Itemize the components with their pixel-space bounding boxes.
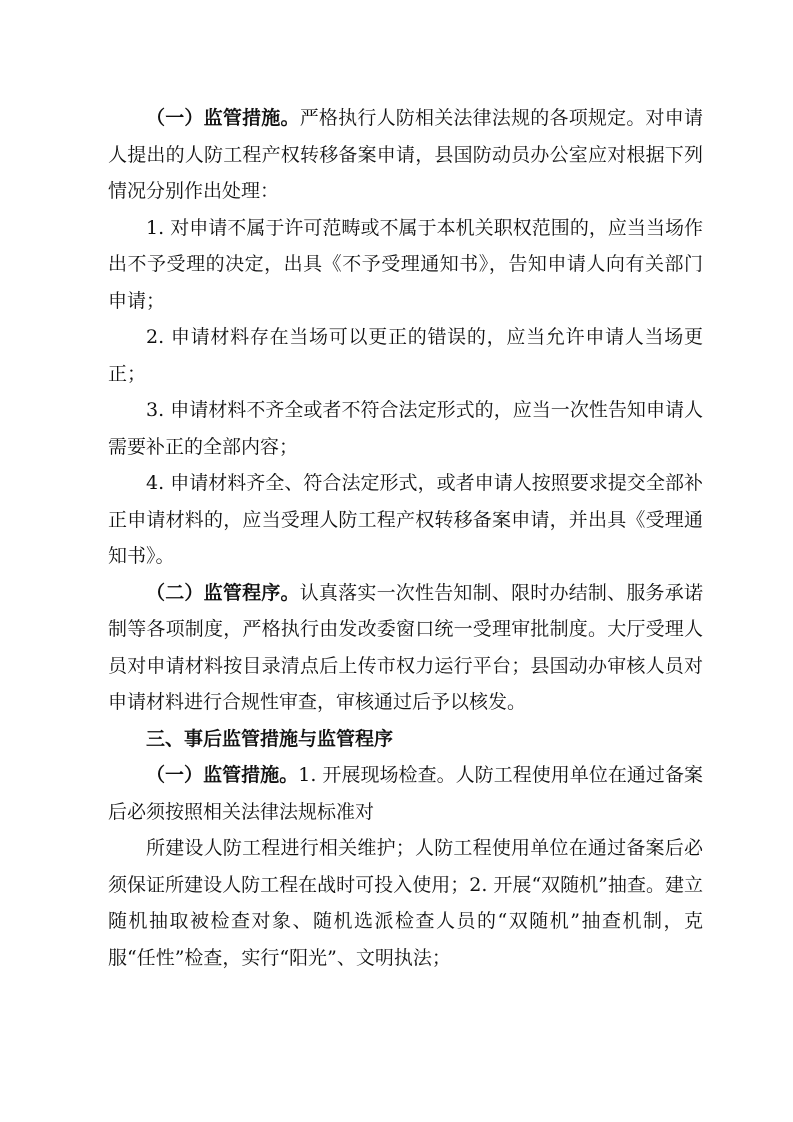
list-item-2: 2. 申请材料存在当场可以更正的错误的，应当允许申请人当场更正； — [108, 326, 703, 385]
list-item-4: 4. 申请材料齐全、符合法定形式，或者申请人按照要求提交全部补正申请材料的，应当受理人防工程产权转移备案申请，并出具《受理通知书》。 — [108, 472, 703, 567]
section-lead: （二）监管程序。 — [146, 581, 300, 604]
paragraph-text: 认真落实一次性告知制、限时办结制、服务承诺制等各项制度，严格执行由发改委窗口统一受理审批制度。大厅受理人员对申请材料按目录清点后上传市权力运行平台；县国动办审核人员对申请材料进行合规性审查，审核通过后予以核发。 — [108, 581, 703, 713]
list-item-1: 1. 对申请不属于许可范畴或不属于本机关职权范围的，应当当场作出不予受理的决定，出具《不予受理通知书》，告知申请人向有关部门申请； — [108, 216, 703, 312]
section-lead: （一）监管措施。 — [146, 107, 300, 129]
paragraph-supervision-procedure — [108, 575, 703, 721]
paragraph-text: 1. 开展现场检查。人防工程使用单位在通过备案后必须按照相关法律法规标准对 — [108, 764, 703, 823]
section-heading: 三、事后监管措施与监管程序 — [146, 727, 394, 750]
paragraph-supervision-measures — [108, 100, 703, 210]
list-item-3: 3. 申请材料不齐全或者不符合法定形式的，应当一次性告知申请人需要补正的全部内容； — [108, 399, 703, 458]
section-lead: （一）监管措施。 — [146, 764, 299, 786]
paragraph-continuation: 所建设人防工程进行相关维护；人防工程使用单位在通过备案后必须保证所建设人防工程在战时可投入使用；2. 开展“双随机”抽查。建立随机抽取被检查对象、随机选派检查人员的“双随机”抽查机制，克服“任性”检查，实行“阳光”、文明执法； — [108, 837, 703, 969]
paragraph-post-measures — [108, 757, 703, 830]
paragraph-text: 严格执行人防相关法律法规的各项规定。对申请人提出的人防工程产权转移备案申请，县国防动员办公室应对根据下列情况分别作出处理： — [108, 107, 703, 202]
